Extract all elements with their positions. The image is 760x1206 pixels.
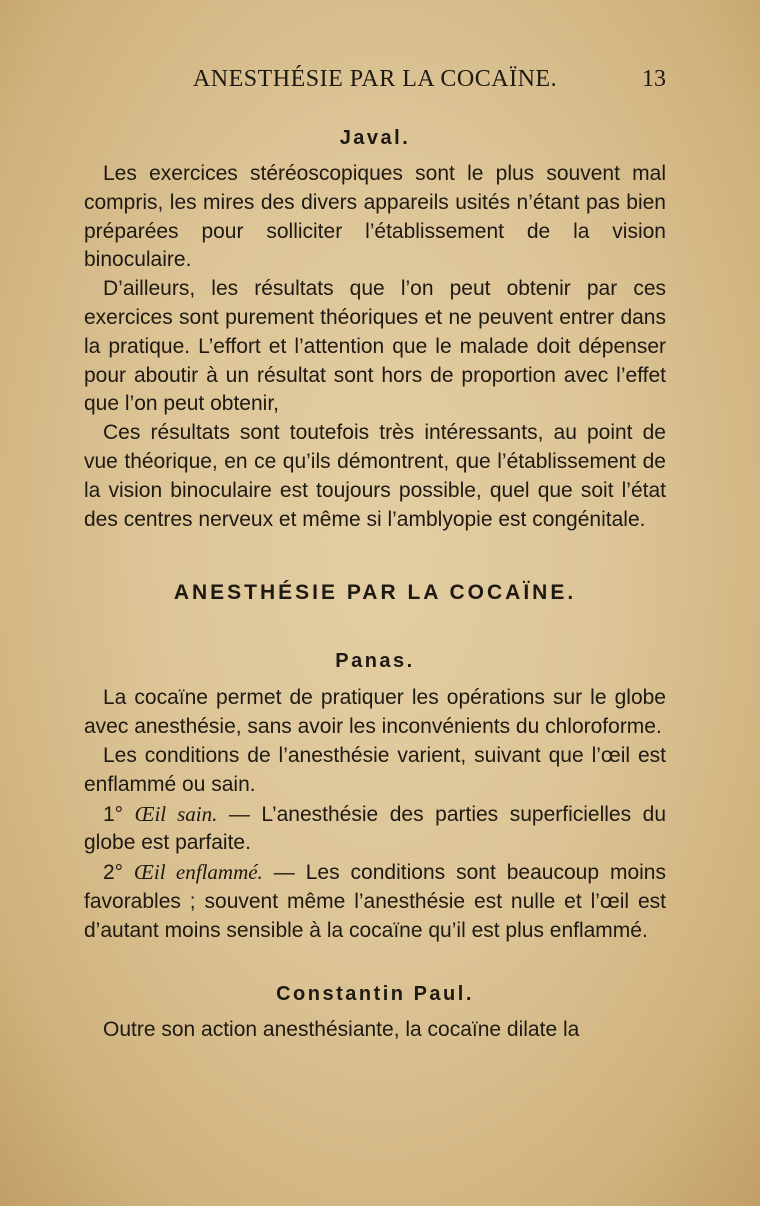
page-number: 13	[642, 66, 666, 92]
running-title: ANESTHÉSIE PAR LA COCAÏNE.	[192, 66, 558, 92]
item-label: Œil enflammé.	[134, 860, 263, 885]
list-item-oeil-sain	[84, 800, 666, 859]
author-signature-javal: Javal.	[339, 127, 411, 149]
paragraph: Ces résultats sont toutefois très intéressants, au point de vue théorique, en ce qu’ils démontrent, que l’établissement de la vision binoculaire est toujours possible, quel que soit l’état des centres nerveux et même si l’amblyopie est congénitale.	[84, 421, 666, 531]
paragraph: Les conditions de l’anesthésie varient, suivant que l’œil est enflammé ou sain.	[84, 743, 666, 796]
section-heading: ANESTHÉSIE PAR LA COCAÏNE.	[173, 581, 577, 605]
paragraph: D’ailleurs, les résultats que l’on peut obtenir par ces exercices sont purement théoriques et ne peuvent entrer dans la pratique. L’effort et l’attention que le malade doit dépenser pour aboutir à un résultat sont hors de proportion avec l’effet que l’on peut obtenir,	[84, 277, 666, 416]
running-head	[84, 66, 666, 96]
body-text	[84, 118, 666, 1044]
item-text: — Les conditions sont beaucoup moins favorables ; souvent même l’anesthésie est nulle et l’œil est d’autant moins sensible à la cocaïne qu’il est plus enflammé.	[84, 861, 666, 942]
paragraph: La cocaïne permet de pratiquer les opérations sur le globe avec anesthésie, sans avoir les inconvénients du chloroforme.	[84, 686, 666, 739]
item-label: Œil sain.	[134, 801, 218, 826]
paragraph: Les exercices stéréoscopiques sont le plus souvent mal compris, les mires des divers appareils usités n’étant pas bien préparées pour solliciter l’établissement de la vision binoculaire.	[84, 162, 666, 272]
item-text: — L’anesthésie des parties superficielles du globe est parfaite.	[84, 802, 666, 855]
paragraph: Outre son action anesthésiante, la cocaïne dilate la	[103, 1017, 580, 1041]
author-signature-paul: Constantin Paul.	[276, 982, 474, 1005]
list-item-oeil-enflamme	[84, 858, 666, 945]
author-signature-panas: Panas.	[335, 650, 415, 673]
item-number: 1°	[103, 802, 124, 826]
item-number: 2°	[103, 861, 124, 885]
